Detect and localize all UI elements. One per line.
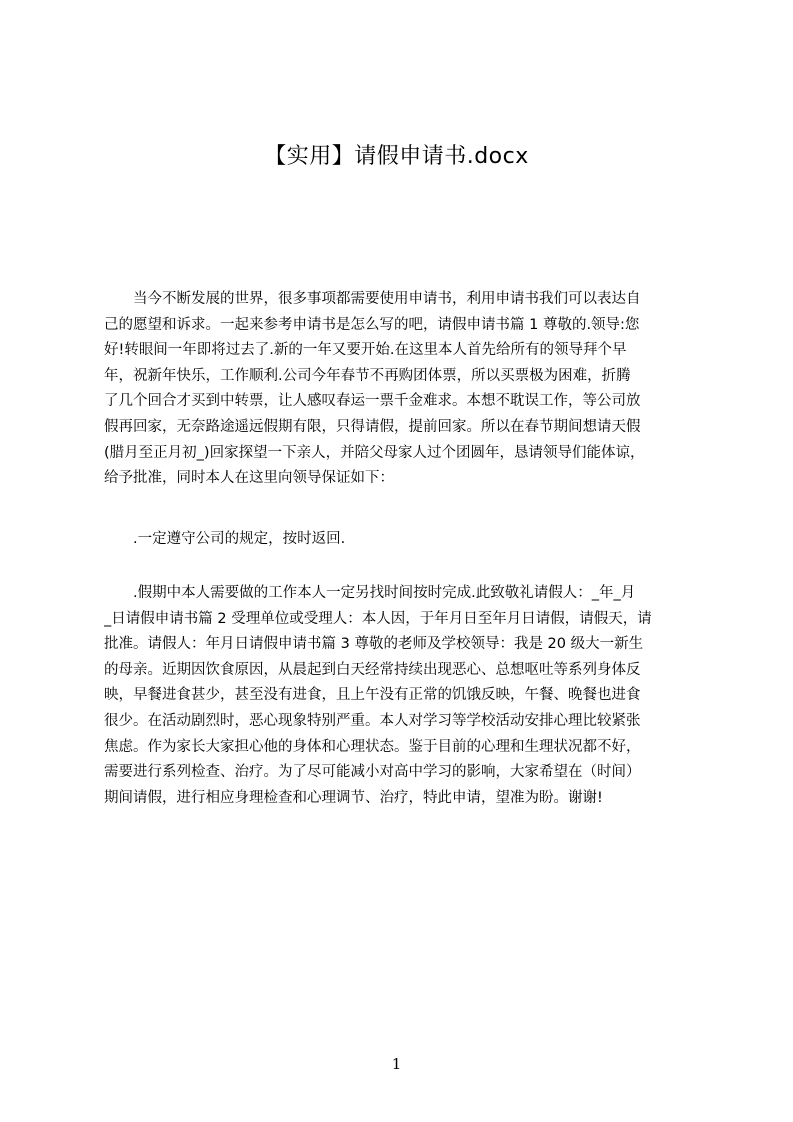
text-line: (腊月至正月初_)回家探望一下亲人，并陪父母家人过个团圆年，恳请领导们能体谅， <box>104 444 645 461</box>
text-line: 了几个回合才买到中转票，让人感叹春运一票千金难求。本想不耽误工作，等公司放 <box>104 393 641 410</box>
text-line: 己的愿望和诉求。一起来参考申请书是怎么写的吧，请假申请书篇 1 尊敬的.领导:您 <box>104 316 640 333</box>
page-title: 【实用】请假申请书.docx <box>264 144 529 169</box>
text-line: 当今不断发展的世界，很多事项都需要使用申请书，利用申请书我们可以表达自 <box>104 291 641 307</box>
page-number: 1 <box>391 1055 402 1073</box>
text-line: .假期中本人需要做的工作本人一定另找时间按时完成.此致敬礼请假人：_年_月 <box>104 585 636 601</box>
text-line: 很少。在活动剧烈时，恶心现象特别严重。本人对学习等学校活动安排心理比较紧张 <box>104 712 641 729</box>
text-line: 好!转眼间一年即将过去了.新的一年又要开始.在这里本人首先给所有的领导拜个早 <box>104 342 627 359</box>
text-line: 焦虑。作为家长大家担心他的身体和心理状态。鉴于目前的心理和生理状况都不好， <box>104 738 641 755</box>
text-line: .一定遵守公司的规定，按时返回. <box>104 531 346 547</box>
paragraph-promise <box>104 527 704 553</box>
text-line: 年，祝新年快乐，工作顺利.公司今年春节不再购团体票，所以买票极为困难，折腾 <box>104 367 631 384</box>
paragraph-leave-details <box>104 581 704 811</box>
text-line: 期间请假，进行相应身理检查和心理调节、治疗，特此申请，望准为盼。谢谢! <box>104 789 603 806</box>
text-line: 给予批准，同时本人在这里向领导保证如下： <box>104 470 394 487</box>
text-line: 批准。请假人：年月日请假申请书篇 3 尊敬的老师及学校领导：我是 20 级大一新生 <box>104 636 644 653</box>
text-line: 映，早餐进食甚少，甚至没有进食，且上午没有正常的饥饿反映，午餐、晚餐也进食 <box>104 687 641 704</box>
text-line: _日请假申请书篇 2 受理单位或受理人：本人因，于年月日至年月日请假，请假天，请 <box>104 610 652 627</box>
text-line: 需要进行系列检查、治疗。为了尽可能减小对高中学习的影响，大家希望在（时间） <box>104 764 641 781</box>
text-line: 假再回家，无奈路途遥远假期有限，只得请假，提前回家。所以在春节期间想请天假 <box>104 418 641 435</box>
text-line: 的母亲。近期因饮食原因，从晨起到白天经常持续出现恶心、总想呕吐等系列身体反 <box>104 661 641 678</box>
paragraph-intro <box>104 287 704 492</box>
